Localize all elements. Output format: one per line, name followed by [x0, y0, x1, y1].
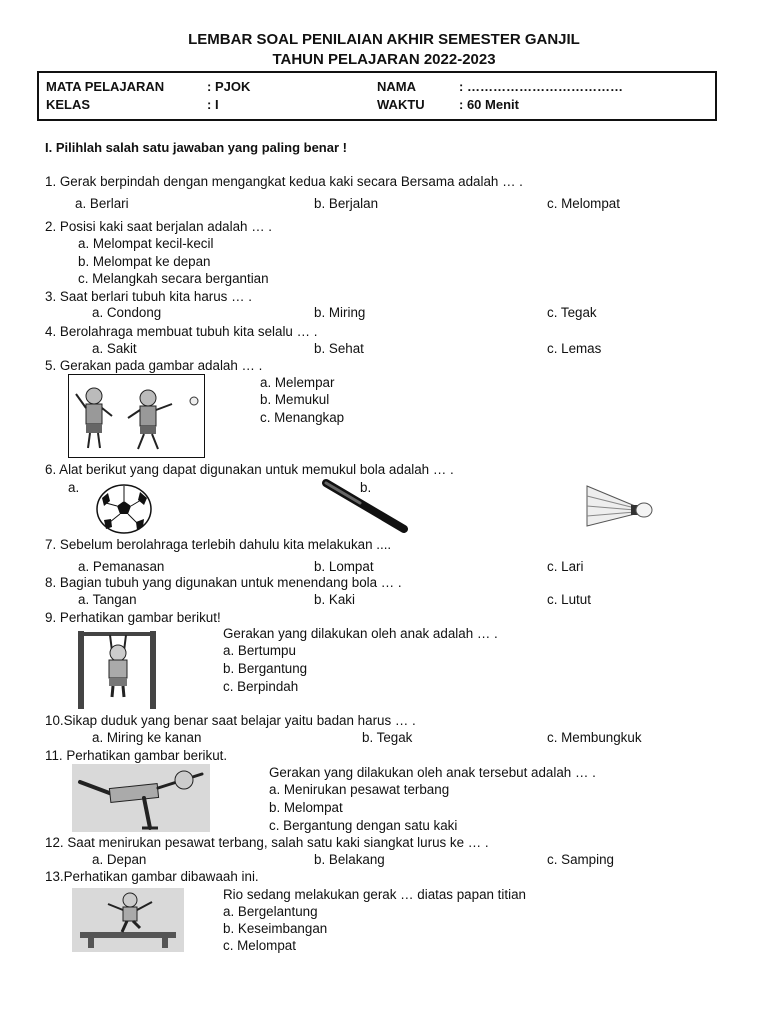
q11-option-b[interactable]: b. Melompat: [269, 800, 343, 815]
q13-prompt: Rio sedang melakukan gerak … diatas papan titian: [223, 887, 526, 902]
subject-value: : PJOK: [207, 79, 251, 94]
q7-option-c[interactable]: c. Lari: [547, 559, 584, 574]
soccer-ball-icon: [96, 484, 152, 534]
question-1: 1. Gerak berpindah dengan mengangkat kedua kaki secara Bersama adalah … .: [45, 174, 523, 189]
q1-option-a[interactable]: a. Berlari: [75, 196, 129, 211]
class-value: : I: [207, 97, 219, 112]
q11-option-c[interactable]: c. Bergantung dengan satu kaki: [269, 818, 458, 833]
q12-option-b[interactable]: b. Belakang: [314, 852, 385, 867]
q12-option-a[interactable]: a. Depan: [92, 852, 147, 867]
q9-option-a[interactable]: a. Bertumpu: [223, 643, 296, 658]
q3-option-c[interactable]: c. Tegak: [547, 305, 597, 320]
question-3: 3. Saat berlari tubuh kita harus … .: [45, 289, 252, 304]
q7-option-b[interactable]: b. Lompat: [314, 559, 374, 574]
question-10: 10.Sikap duduk yang benar saat belajar yaitu badan harus … .: [45, 713, 416, 728]
time-label: WAKTU: [377, 97, 425, 112]
class-label: KELAS: [46, 97, 91, 112]
question-12: 12. Saat menirukan pesawat terbang, salah satu kaki siangkat lurus ke … .: [45, 835, 489, 850]
q11-prompt: Gerakan yang dilakukan oleh anak tersebut adalah … .: [269, 765, 596, 780]
q10-option-b[interactable]: b. Tegak: [362, 730, 413, 745]
section-title: I. Pilihlah salah satu jawaban yang paling benar !: [45, 140, 347, 155]
question-4: 4. Berolahraga membuat tubuh kita selalu … .: [45, 324, 318, 339]
q9-prompt: Gerakan yang dilakukan oleh anak adalah … .: [223, 626, 498, 641]
q8-option-a[interactable]: a. Tangan: [78, 592, 137, 607]
hanging-bar-image: [74, 629, 164, 711]
time-value: : 60 Menit: [459, 97, 519, 112]
q4-option-b[interactable]: b. Sehat: [314, 341, 364, 356]
q11-option-a[interactable]: a. Menirukan pesawat terbang: [269, 782, 450, 797]
question-11: 11. Perhatikan gambar berikut.: [45, 748, 228, 763]
q6-option-a[interactable]: a.: [68, 480, 80, 495]
q2-option-b[interactable]: b. Melompat ke depan: [78, 254, 211, 269]
q2-option-a[interactable]: a. Melompat kecil-kecil: [78, 236, 214, 251]
name-label: NAMA: [377, 79, 416, 94]
question-5: 5. Gerakan pada gambar adalah … .: [45, 358, 263, 373]
q10-option-a[interactable]: a. Miring ke kanan: [92, 730, 202, 745]
question-8: 8. Bagian tubuh yang digunakan untuk menendang bola … .: [45, 575, 402, 590]
q4-option-a[interactable]: a. Sakit: [92, 341, 137, 356]
q13-option-c[interactable]: c. Melompat: [223, 938, 296, 953]
q13-option-b[interactable]: b. Keseimbangan: [223, 921, 328, 936]
q9-option-b[interactable]: b. Bergantung: [223, 661, 308, 676]
q1-option-b[interactable]: b. Berjalan: [314, 196, 379, 211]
question-9: 9. Perhatikan gambar berikut!: [45, 610, 221, 625]
q10-option-c[interactable]: c. Membungkuk: [547, 730, 642, 745]
q5-option-b[interactable]: b. Memukul: [260, 392, 330, 407]
airplane-pose-image: [72, 764, 210, 832]
q5-option-c[interactable]: c. Menangkap: [260, 410, 345, 425]
q8-option-c[interactable]: c. Lutut: [547, 592, 591, 607]
q5-option-a[interactable]: a. Melempar: [260, 375, 335, 390]
shuttlecock-icon: [583, 478, 653, 530]
balance-beam-image: [72, 888, 184, 952]
q9-option-c[interactable]: c. Berpindah: [223, 679, 299, 694]
page-subtitle: TAHUN PELAJARAN 2022-2023: [272, 51, 496, 68]
question-13: 13.Perhatikan gambar dibawaah ini.: [45, 869, 259, 884]
q1-option-c[interactable]: c. Melompat: [547, 196, 620, 211]
name-field[interactable]: : ………………………………: [459, 79, 623, 94]
q3-option-a[interactable]: a. Condong: [92, 305, 162, 320]
q4-option-c[interactable]: c. Lemas: [547, 341, 602, 356]
q6-option-b[interactable]: b.: [360, 480, 372, 495]
info-box: [37, 71, 717, 121]
question-7: 7. Sebelum berolahraga terlebih dahulu kita melakukan ....: [45, 537, 392, 552]
question-6: 6. Alat berikut yang dapat digunakan untuk memukul bola adalah … .: [45, 462, 454, 477]
q12-option-c[interactable]: c. Samping: [547, 852, 614, 867]
q3-option-b[interactable]: b. Miring: [314, 305, 366, 320]
q2-option-c[interactable]: c. Melangkah secara bergantian: [78, 271, 269, 286]
q13-option-a[interactable]: a. Bergelantung: [223, 904, 318, 919]
question-2: 2. Posisi kaki saat berjalan adalah … .: [45, 219, 273, 234]
q8-option-b[interactable]: b. Kaki: [314, 592, 355, 607]
subject-label: MATA PELAJARAN: [46, 79, 165, 94]
page-title: LEMBAR SOAL PENILAIAN AKHIR SEMESTER GANJIL: [188, 31, 580, 48]
throwing-children-image: [68, 374, 205, 458]
q7-option-a[interactable]: a. Pemanasan: [78, 559, 165, 574]
